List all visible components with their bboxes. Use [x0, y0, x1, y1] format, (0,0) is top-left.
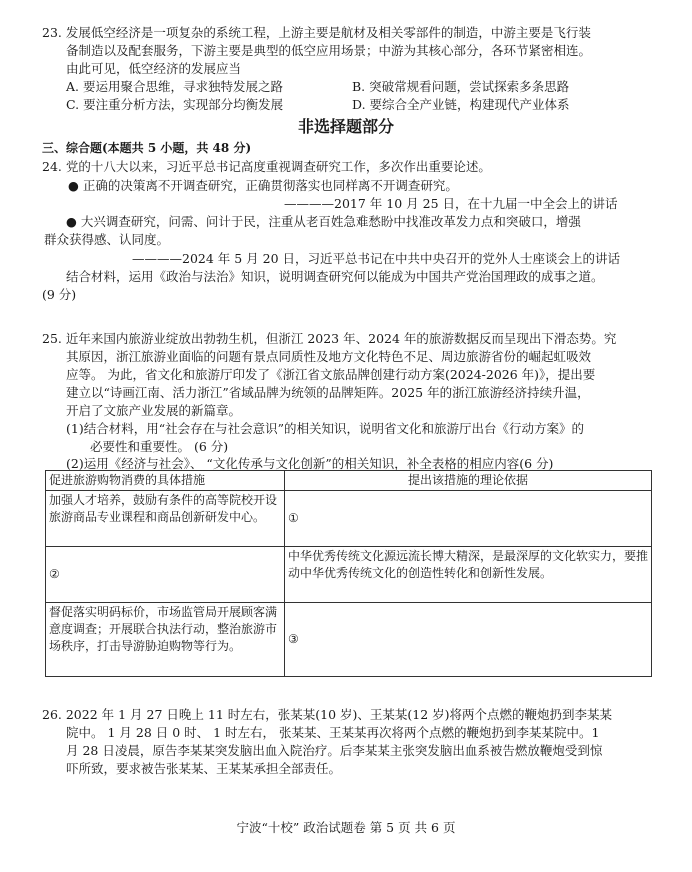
table-row: [46, 491, 652, 547]
table-cell: 督促落实明码标价，市场监管局开展顾客满意度调查；开展联合执法行动，整治旅游市场秩序，打击导游胁迫购物等行为。: [46, 603, 285, 677]
q26-line2: 院中。 1 月 28 日 0 时、 1 时左右， 张某某、王某某再次将两个点燃的鞭炮扔到李某某院中。1: [66, 725, 600, 740]
section-title: 非选择题部分: [297, 117, 394, 136]
q25-line1: 25. 近年来国内旅游业绽放出勃勃生机，但浙江 2023 年、2024 年的旅游数据反而呈现出下滑态势。究: [42, 331, 617, 346]
q25-line3: 应等。 为此，省文化和旅游厅印发了《浙江省文旅品牌创建行动方案(2024-2026 年)》，提出要: [66, 367, 596, 382]
section3-heading: 三、综合题(本题共 5 小题，共 48 分): [42, 141, 252, 155]
table-row: [46, 547, 652, 603]
q26-line1: 26. 2022 年 1 月 27 日晚上 11 时左右，张某某(10 岁)、王某某(12 岁)将两个点燃的鞭炮扔到李某某: [42, 707, 613, 722]
q25-line5: 开启了文旅产业发展的新篇章。: [66, 403, 242, 418]
q23-option-c: C. 要注重分析方法，实现部分均衡发展: [66, 97, 284, 112]
q24-source2: ————2024 年 5 月 20 日，习近平总书记在中共中央召开的党外人士座谈会上的讲话: [132, 251, 621, 266]
q24-score: (9 分): [42, 287, 77, 302]
q24-quote1: ● 正确的决策离不开调查研究，正确贯彻落实也同样离不开调查研究。: [68, 178, 458, 193]
q26-line3: 月 28 日凌晨，原告李某某突发脑出血入院治疗。后李某某主张突发脑出血系被告燃放鞭炮受到惊: [66, 743, 603, 758]
q23-line1: 23. 发展低空经济是一项复杂的系统工程，上游主要是航材及相关零部件的制造，中游主要是飞行装: [42, 25, 591, 40]
q26-line4: 吓所致，要求被告张某某、王某某承担全部责任。: [66, 761, 342, 776]
table-cell-blank-2: ②: [46, 547, 285, 603]
table-header-row: [46, 471, 652, 491]
q24-task: 结合材料，运用《政治与法治》知识，说明调查研究何以能成为中国共产党治国理政的成事之道。: [66, 269, 604, 284]
q23-option-d: D. 要综合全产业链，构建现代产业体系: [352, 97, 570, 112]
q25-sub1-line1: (1)结合材料，用“社会存在与社会意识”的相关知识，说明省文化和旅游厅出台《行动方案》的: [66, 421, 584, 436]
table-cell: 加强人才培养，鼓励有条件的高等院校开设旅游商品专业课程和商品创新研发中心。: [46, 491, 285, 547]
q24-source1: ————2017 年 10 月 25 日，在十九届一中全会上的讲话: [284, 196, 618, 211]
q25-sub1-line2: 必要性和重要性。 (6 分): [90, 439, 229, 454]
q23-line2: 备制造以及配套服务，下游主要是典型的低空应用场景；中游为其核心部分，各环节紧密相连。: [66, 43, 592, 58]
table-cell-blank-1: ①: [285, 491, 652, 547]
q23-line3: 由此可见，低空经济的发展应当: [66, 61, 242, 76]
q25-line4: 建立以“诗画江南、活力浙江”省域品牌为统领的品牌矩阵。2025 年的浙江旅游经济持续升温，: [66, 385, 590, 400]
q25-line2: 其原因，浙江旅游业面临的问题有景点同质性及地方文化特色不足、周边旅游省份的崛起虹吸效: [66, 349, 592, 364]
table-cell: 中华优秀传统文化源远流长博大精深，是最深厚的文化软实力，要推动中华优秀传统文化的创造性转化和创新性发展。: [285, 547, 652, 603]
q24-line1: 24. 党的十八大以来，习近平总书记高度重视调查研究工作，多次作出重要论述。: [42, 159, 491, 174]
page-footer: 宁波“十校” 政治试题卷 第 5 页 共 6 页: [236, 820, 456, 835]
q23-option-a: A. 要运用聚合思维，寻求独特发展之路: [66, 79, 283, 94]
q25-sub2: (2)运用《经济与社会》、 “文化传承与文化创新”的相关知识，补全表格的相应内容(6 分): [66, 456, 554, 471]
q25-table: [45, 470, 652, 677]
q24-quote2-line2: 群众获得感、认同度。: [44, 232, 170, 247]
q24-quote2-line1: ● 大兴调查研究，问需、问计于民，注重从老百姓急难愁盼中找准改革发力点和突破口，增强: [66, 214, 581, 229]
table-header-basis: 提出该措施的理论依据: [285, 471, 652, 491]
table-header-measure: 促进旅游购物消费的具体措施: [46, 471, 285, 491]
table-cell-blank-3: ③: [285, 603, 652, 677]
q23-option-b: B. 突破常规看问题，尝试探索多条思路: [352, 79, 570, 94]
table-row: [46, 603, 652, 677]
